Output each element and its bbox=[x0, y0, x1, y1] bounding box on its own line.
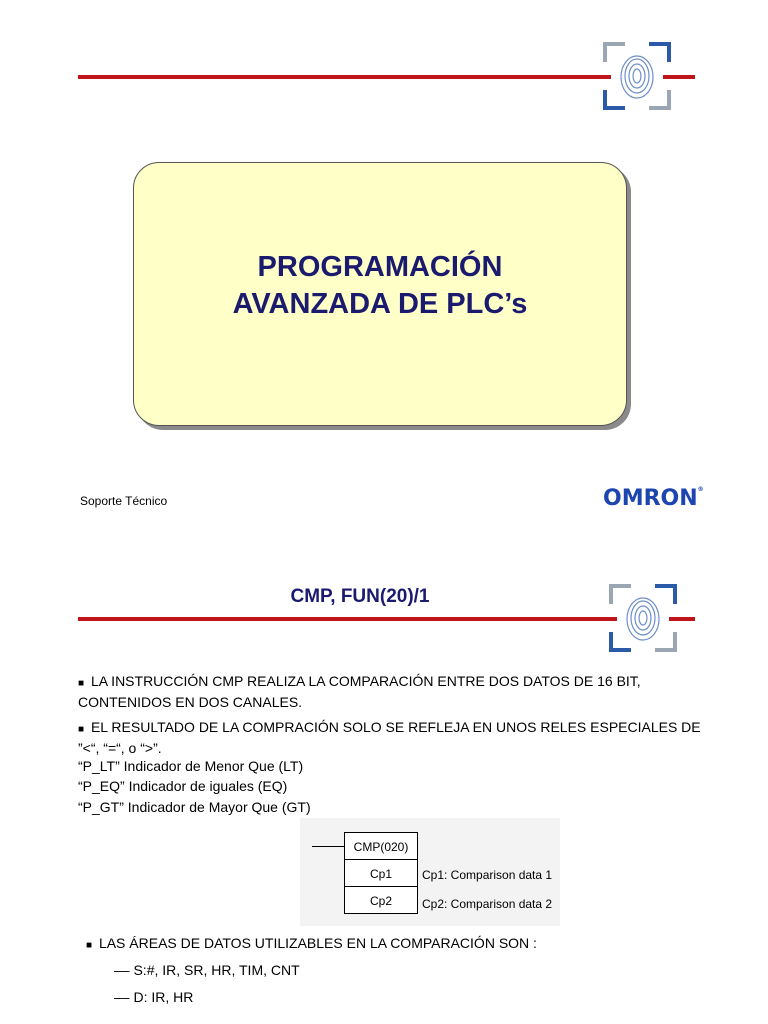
cp1-description: Cp1: Comparison data 1 bbox=[422, 868, 553, 882]
title-card bbox=[133, 162, 627, 426]
cmp-header-cell: CMP(020) bbox=[344, 832, 418, 860]
paragraph-text: LAS ÁREAS DE DATOS UTILIZABLES EN LA COMPARACIÓN SON : bbox=[98, 935, 537, 951]
brand-name: OMRON bbox=[603, 486, 698, 511]
paragraph-data-areas bbox=[86, 934, 716, 955]
cp2-description: Cp2: Comparison data 2 bbox=[422, 897, 553, 911]
fingerprint-logo-icon bbox=[609, 584, 677, 652]
paragraph-cmp-description bbox=[78, 672, 708, 711]
title-line-1: PROGRAMACIÓN bbox=[257, 251, 503, 283]
paragraph-result bbox=[78, 718, 708, 757]
bullet-icon: ■ bbox=[78, 678, 85, 689]
bullet-icon: ■ bbox=[86, 940, 93, 951]
bullet-icon: ■ bbox=[78, 724, 85, 735]
header-rule bbox=[78, 617, 695, 621]
title-line-2: AVANZADA DE PLC’s bbox=[232, 288, 528, 320]
paragraph-text: LA INSTRUCCIÓN CMP REALIZA LA COMPARACIÓN ENTRE DOS DATOS DE 16 BIT, CONTENIDOS EN DOS CANALES. bbox=[78, 673, 641, 710]
slide-title: CMP, FUN(20)/1 bbox=[290, 586, 430, 607]
flag-eq: “P_EQ” Indicador de iguales (EQ) bbox=[78, 778, 288, 794]
flag-lt: “P_LT” Indicador de Menor Que (LT) bbox=[78, 758, 304, 774]
brand-registered-mark: ® bbox=[697, 486, 704, 493]
cp1-cell: Cp1 bbox=[344, 859, 418, 887]
presentation-title bbox=[134, 249, 626, 323]
cmp-ladder-diagram bbox=[300, 818, 560, 926]
cp2-cell: Cp2 bbox=[344, 886, 418, 914]
footer-support-label: Soporte Técnico bbox=[80, 494, 168, 508]
area-destination-list: –– D: IR, HR bbox=[114, 989, 194, 1005]
flag-gt: “P_GT” Indicador de Mayor Que (GT) bbox=[78, 799, 311, 815]
brand-logo bbox=[603, 486, 704, 511]
fingerprint-logo-icon bbox=[603, 42, 671, 110]
input-wire bbox=[312, 846, 345, 847]
area-source-list: –– S:#, IR, SR, HR, TIM, CNT bbox=[114, 962, 300, 978]
paragraph-text: EL RESULTADO DE LA COMPRACIÓN SOLO SE REFLEJA EN UNOS RELES ESPECIALES DE ”<“, “=“, o “>”. bbox=[78, 719, 701, 756]
